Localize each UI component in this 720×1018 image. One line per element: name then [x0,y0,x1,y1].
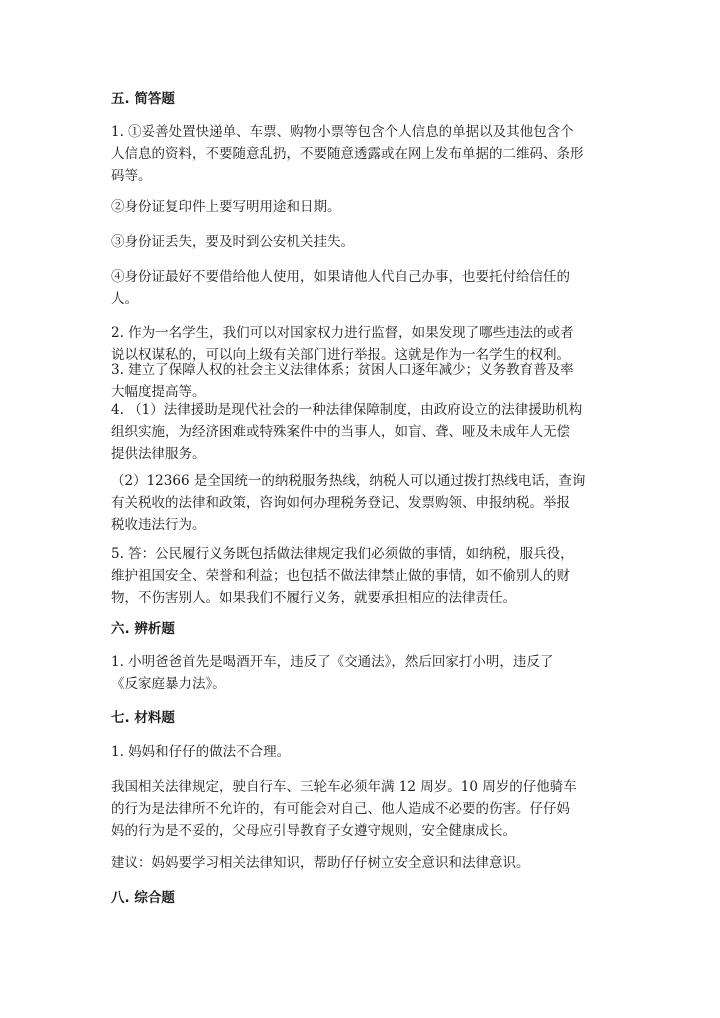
text-line: 4. （1）法律援助是现代社会的一种法律保障制度，由政府设立的法律援助机构 [111,402,583,418]
text-line: （2）12366 是全国统一的纳税服务热线，纳税人可以通过拨打热线电话，查询 [111,473,586,489]
text-line: 1. ①妥善处置快递单、车票、购物小票等包含个人信息的单据以及其他包含个 [111,124,574,140]
text-line: 有关税收的法律和政策，咨询如何办理税务登记、发票购领、申报纳税。举报 [111,495,570,511]
text-line: 物，不伤害别人。如果我们不履行义务，就要承担相应的法律责任。 [111,590,516,606]
text-line: 大幅度提高等。 [111,384,206,400]
text-line: 5. 答：公民履行义务既包括做法律规定我们必须做的事情，如纳税，服兵役， [111,546,574,562]
section-title-comprehensive: 八. 综合题 [111,890,175,906]
text-line: 《反家庭暴力法》。 [111,676,226,692]
text-line: 我国相关法律规定，驶自行车、三轮车必须年满 12 周岁。10 周岁的仔他骑车 [111,779,577,795]
analysis-answer-1 [111,651,611,695]
section-title-short-answer: 五. 简答题 [111,91,175,107]
text-line: 人。 [111,291,138,307]
text-line: 维护祖国安全、荣誉和利益；也包括不做法律禁止做的事情，如不偷别人的财 [111,568,570,584]
text-line: 提供法律服务。 [111,446,206,462]
text-line: 组织实施，为经济困难或特殊案件中的当事人，如盲、聋、哑及未成年人无偿 [111,424,570,440]
section-title-analysis: 六. 辨析题 [111,621,175,637]
material-answer-suggestion: 建议：妈妈要学习相关法律知识，帮助仔仔树立安全意识和法律意识。 [111,855,530,871]
answer-paragraph-4-2 [111,470,611,536]
text-line: 3. 建立了保障人权的社会主义法律体系；贫困人口逐年减少；义务教育普及率 [111,362,574,378]
answer-paragraph-1-3: ③身份证丢失，要及时到公安机关挂失。 [111,234,354,250]
text-line: 说以权谋私的，可以向上级有关部门进行举报。这就是作为一名学生的权利。 [111,347,570,363]
answer-paragraph-3 [111,359,611,403]
material-answer-paragraph-2 [111,776,611,842]
text-line: 码等。 [111,168,152,184]
text-line: 的行为是法律所不允许的，有可能会对自己、他人造成不必要的伤害。仔仔妈 [111,801,570,817]
text-line: 人信息的资料，不要随意乱扔，不要随意透露或在网上发布单据的二维码、条形 [111,146,584,162]
answer-paragraph-1 [111,121,611,187]
text-line: ④身份证最好不要借给他人使用，如果请他人代自己办事，也要托付给信任的 [111,269,570,285]
text-line: 1. 小明爸爸首先是喝酒开车，违反了《交通法》，然后回家打小明，违反了 [111,654,554,670]
text-line: 妈的行为是不妥的，父母应引导教育子女遵守规则，安全健康成长。 [111,823,516,839]
text-line: 税收违法行为。 [111,517,206,533]
text-line: 2. 作为一名学生，我们可以对国家权力进行监督，如果发现了哪些违法的或者 [111,325,574,341]
answer-paragraph-1-2: ②身份证复印件上要写明用途和日期。 [111,199,341,215]
answer-paragraph-4 [111,399,611,465]
section-title-material: 七. 材料题 [111,710,175,726]
material-answer-1: 1. 妈妈和仔仔的做法不合理。 [111,744,291,760]
answer-paragraph-1-4 [111,266,611,310]
answer-paragraph-5 [111,543,611,609]
